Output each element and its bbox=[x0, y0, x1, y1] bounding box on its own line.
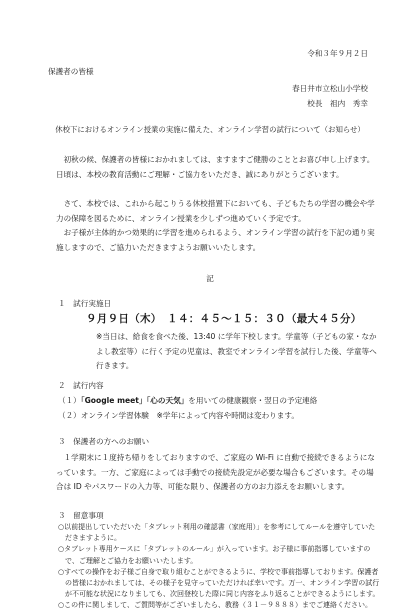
notes-list bbox=[58, 522, 382, 612]
principal-name: 校長 祖内 秀幸 bbox=[307, 99, 368, 108]
content-item-1-prefix: （１） bbox=[58, 396, 81, 405]
trial-note: ※当日は、給食を食べた後、13:40 に学年下校します。学童等（子どもの家・なかよし教室等）に行く予定の児童は、教室でオンライン学習を試行した後、学童等へ行きます。 bbox=[96, 332, 377, 371]
section-3-heading: ３ 保護者の方へのお願い bbox=[58, 437, 150, 446]
google-meet-label: 「Google meet」 bbox=[80, 396, 147, 405]
content-item-1 bbox=[58, 395, 317, 406]
section-3-body: １学期末に１度持ち帰りをしておりますので、ご家庭の Wi-Fi に自動で接続できるようになっています。一方、ご家庭によっては手動での接続先設定が必要な場合もございます。その場合は ID やパスワードの入力等、可能な限り、保護者の方のお力添えをお願いします。 bbox=[56, 453, 375, 492]
content-item-2: （２）オンライン学習体験 ※学年によって内容や時間は変わります。 bbox=[58, 411, 299, 420]
section-4-heading: ３ 留意事項 bbox=[58, 511, 104, 520]
intro-paragraph-2: さて、本校では、これから起こりうる休校措置下においても、子どもたちの学習の機会や学力の保障を図るために、オンライン授業を少しずつ進めていく予定です。 bbox=[56, 199, 375, 223]
section-1-heading: １ 試行実施日 bbox=[58, 299, 112, 308]
ki-heading: 記 bbox=[206, 274, 214, 283]
intro-paragraph-1: 初秋の候、保護者の皆様におかれましては、ますますご健勝のこととお喜び申し上げます。日頃は、本校の教育活動にご理解・ご協力をいただき、誠にありがとうございます。 bbox=[56, 155, 375, 179]
date: 令和３年９月２日 bbox=[307, 49, 368, 58]
list-item: ○この件に関しまして、ご質問等がございましたら、教務（３１－９８８８）までご連絡ください。 bbox=[58, 601, 372, 610]
kokoro-tenki-label: 「心の天気」 bbox=[146, 396, 189, 405]
list-item: ○以前提出していただいた「タブレット利用の確認書（家庭用）」を参考にしてルールを遵守していただきますように。 bbox=[58, 523, 376, 543]
document-title: 休校下におけるオンライン授業の実施に備えた、オンライン学習の試行について（お知らせ） bbox=[55, 125, 365, 134]
addressee: 保護者の皆様 bbox=[48, 67, 94, 76]
school-name: 春日井市立松山小学校 bbox=[292, 84, 368, 93]
list-item: ○タブレット専用ケースに「タブレットのルール」が入っています。お子様に事前指導していますので、ご理解とご協力をお願いいたします。 bbox=[58, 545, 371, 565]
content-item-1-rest: を用いての健康観察・翌日の予定連絡 bbox=[188, 396, 318, 405]
list-item: ○すべての操作をお子様ご自身で取り組むことができるように、学校で事前指導しております。保護者の皆様におかれましては、その様子を見守っていただければ幸いです。万一、オンライン学習の試行が不可能な状況になりましても、次回登校した際に同じ内容をふり返ることができるようにします。 bbox=[58, 567, 380, 599]
intro-paragraph-3: お子様が主体的かつ効果的に学習を進められるよう、オンライン学習の試行を下記の通り実施しますので、ご協力いただきますようお願いいたします。 bbox=[56, 228, 375, 252]
trial-date: ９月９日（木） １４：４５～１５：３０（最大４５分） bbox=[86, 313, 362, 325]
section-2-heading: ２ 試行内容 bbox=[58, 381, 104, 390]
